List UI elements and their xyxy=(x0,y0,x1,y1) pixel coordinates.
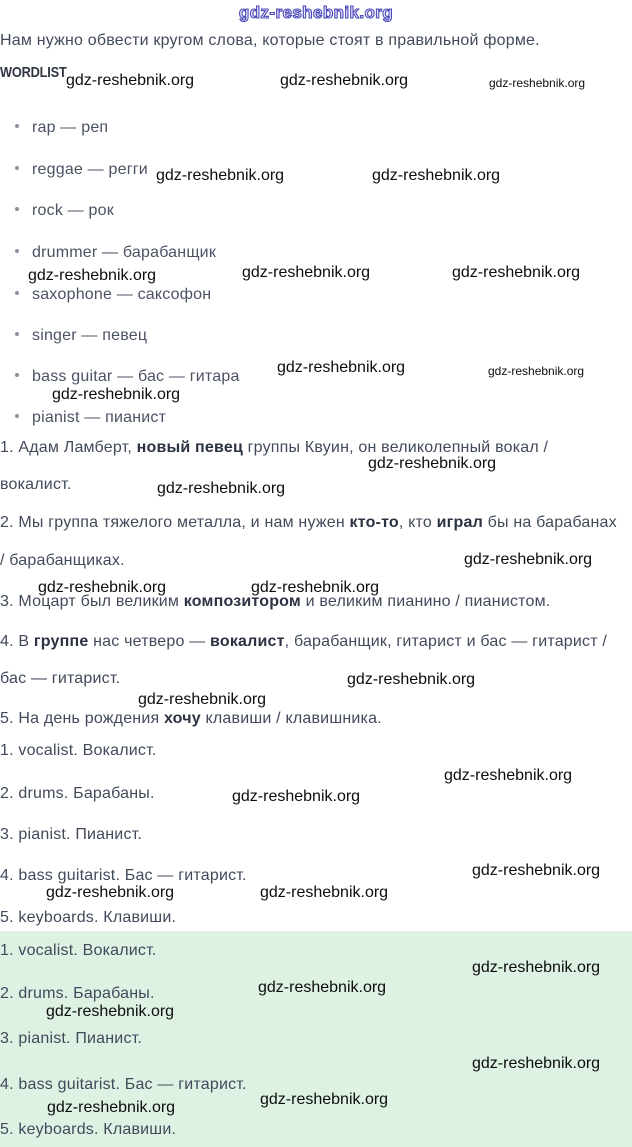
final-answer-line: 2. drums. Барабаны. xyxy=(0,985,155,1002)
watermark: gdz-reshebnik.org xyxy=(472,959,601,976)
final-answer-line: 3. pianist. Пианист. xyxy=(0,1030,143,1047)
answer-line: 1. vocalist. Вокалист. xyxy=(0,742,157,759)
answer-line: 2. drums. Барабаны. xyxy=(0,785,155,802)
watermark: gdz-reshebnik.org xyxy=(66,72,195,89)
watermark: gdz-reshebnik.org xyxy=(347,671,476,688)
wordlist-item xyxy=(15,285,211,304)
sentence-text: 5. На день рождения xyxy=(0,710,164,727)
sentence-bold-text: кто-то xyxy=(349,514,399,531)
watermark: gdz-reshebnik.org xyxy=(138,691,267,708)
watermark: gdz-reshebnik.org xyxy=(258,979,387,996)
sentence-text: клавиши / клавишника. xyxy=(200,710,382,727)
final-answer-line: 5. keyboards. Клавиши. xyxy=(0,1121,177,1138)
wordlist-item-label: singer — певец xyxy=(32,327,148,344)
watermark: gdz-reshebnik.org xyxy=(368,455,497,472)
sentence-line xyxy=(0,632,607,651)
sentence-text: и великим пианино / пианистом. xyxy=(300,593,551,610)
watermark: gdz-reshebnik.org xyxy=(232,788,361,805)
wordlist-item-label: rock — рок xyxy=(32,202,114,219)
sentence-text: группы Квуин, он великолепный вокал / xyxy=(242,439,549,456)
wordlist-item xyxy=(15,243,216,262)
watermark: gdz-reshebnik.org xyxy=(157,480,286,497)
final-answer-line: 1. vocalist. Вокалист. xyxy=(0,942,157,959)
sentence-text: вокалист. xyxy=(0,476,72,493)
bullet-icon xyxy=(15,291,19,295)
sentence-text: 4. В xyxy=(0,633,34,650)
bullet-icon xyxy=(15,249,19,253)
answer-line: 4. bass guitarist. Бас — гитарист. xyxy=(0,867,247,884)
wordlist-item-label: pianist — пианист xyxy=(32,409,167,426)
sentence-line xyxy=(0,669,120,688)
watermark: gdz-reshebnik.org xyxy=(38,579,167,596)
sentence-bold-text: вокалист xyxy=(210,633,285,650)
wordlist-item-label: drummer — барабанщик xyxy=(32,244,217,261)
sentence-text: , кто xyxy=(398,514,437,531)
sentence-bold-text: композитором xyxy=(183,593,301,610)
wordlist-item xyxy=(15,118,108,137)
sentence-text: 3. Моцарт был великим xyxy=(0,593,184,610)
site-watermark-header: gdz-reshebnik.org xyxy=(238,3,394,22)
wordlist-item-label: saxophone — саксофон xyxy=(32,286,212,303)
watermark: gdz-reshebnik.org xyxy=(280,72,409,89)
watermark: gdz-reshebnik.org xyxy=(372,167,501,184)
sentence-bold-text: группе xyxy=(33,633,89,650)
sentence-line xyxy=(0,475,72,494)
wordlist-item xyxy=(15,160,148,179)
watermark: gdz-reshebnik.org xyxy=(260,884,389,901)
sentence-bold-text: играл xyxy=(436,514,483,531)
watermark: gdz-reshebnik.org xyxy=(444,767,573,784)
sentence-line xyxy=(0,513,617,532)
wordlist-item xyxy=(15,201,114,220)
answer-line: 3. pianist. Пианист. xyxy=(0,826,143,843)
watermark: gdz-reshebnik.org xyxy=(251,579,380,596)
wordlist-item-label: bass guitar — бас — гитара xyxy=(32,368,240,385)
wordlist-item xyxy=(15,408,166,427)
watermark: gdz-reshebnik.org xyxy=(46,1003,175,1020)
sentence-text: бы на барабанах xyxy=(482,514,617,531)
sentence-text: , барабанщик, гитарист и бас — гитарист / xyxy=(284,633,608,650)
watermark: gdz-reshebnik.org xyxy=(47,1099,176,1116)
watermark: gdz-reshebnik.org xyxy=(489,76,586,90)
sentence-text: 1. Адам Ламберт, xyxy=(0,439,137,456)
intro-text: Нам нужно обвести кругом слова, которые стоят в правильной форме. xyxy=(0,32,540,49)
sentence-text: 2. Мы группа тяжелого металла, и нам нужен xyxy=(0,514,350,531)
watermark: gdz-reshebnik.org xyxy=(452,264,581,281)
watermark: gdz-reshebnik.org xyxy=(242,264,371,281)
bullet-icon xyxy=(15,332,19,336)
watermark: gdz-reshebnik.org xyxy=(52,386,181,403)
watermark: gdz-reshebnik.org xyxy=(277,359,406,376)
sentence-bold-text: новый певец xyxy=(136,439,243,456)
watermark: gdz-reshebnik.org xyxy=(156,167,285,184)
watermark: gdz-reshebnik.org xyxy=(464,551,593,568)
watermark: gdz-reshebnik.org xyxy=(46,884,175,901)
wordlist-label: WORDLIST xyxy=(0,64,67,81)
wordlist-item xyxy=(15,326,147,345)
watermark: gdz-reshebnik.org xyxy=(260,1091,389,1108)
sentence-line xyxy=(0,551,125,570)
bullet-icon xyxy=(15,166,19,170)
bullet-icon xyxy=(15,124,19,128)
final-answer-line: 4. bass guitarist. Бас — гитарист. xyxy=(0,1076,247,1093)
wordlist-item-label: reggae — регги xyxy=(32,161,148,178)
sentence-text: бас — гитарист. xyxy=(0,670,121,687)
sentence-line xyxy=(0,709,382,728)
answer-line: 5. keyboards. Клавиши. xyxy=(0,909,177,926)
sentence-text: / барабанщиках. xyxy=(0,552,125,569)
bullet-icon xyxy=(15,414,19,418)
bullet-icon xyxy=(15,373,19,377)
watermark: gdz-reshebnik.org xyxy=(488,364,585,378)
wordlist-item-label: rap — реп xyxy=(32,119,109,136)
watermark: gdz-reshebnik.org xyxy=(472,862,601,879)
sentence-bold-text: хочу xyxy=(163,710,201,727)
sentence-text: нас четверо — xyxy=(88,633,211,650)
watermark: gdz-reshebnik.org xyxy=(28,267,157,284)
bullet-icon xyxy=(15,207,19,211)
watermark: gdz-reshebnik.org xyxy=(472,1055,601,1072)
wordlist-item xyxy=(15,367,240,386)
